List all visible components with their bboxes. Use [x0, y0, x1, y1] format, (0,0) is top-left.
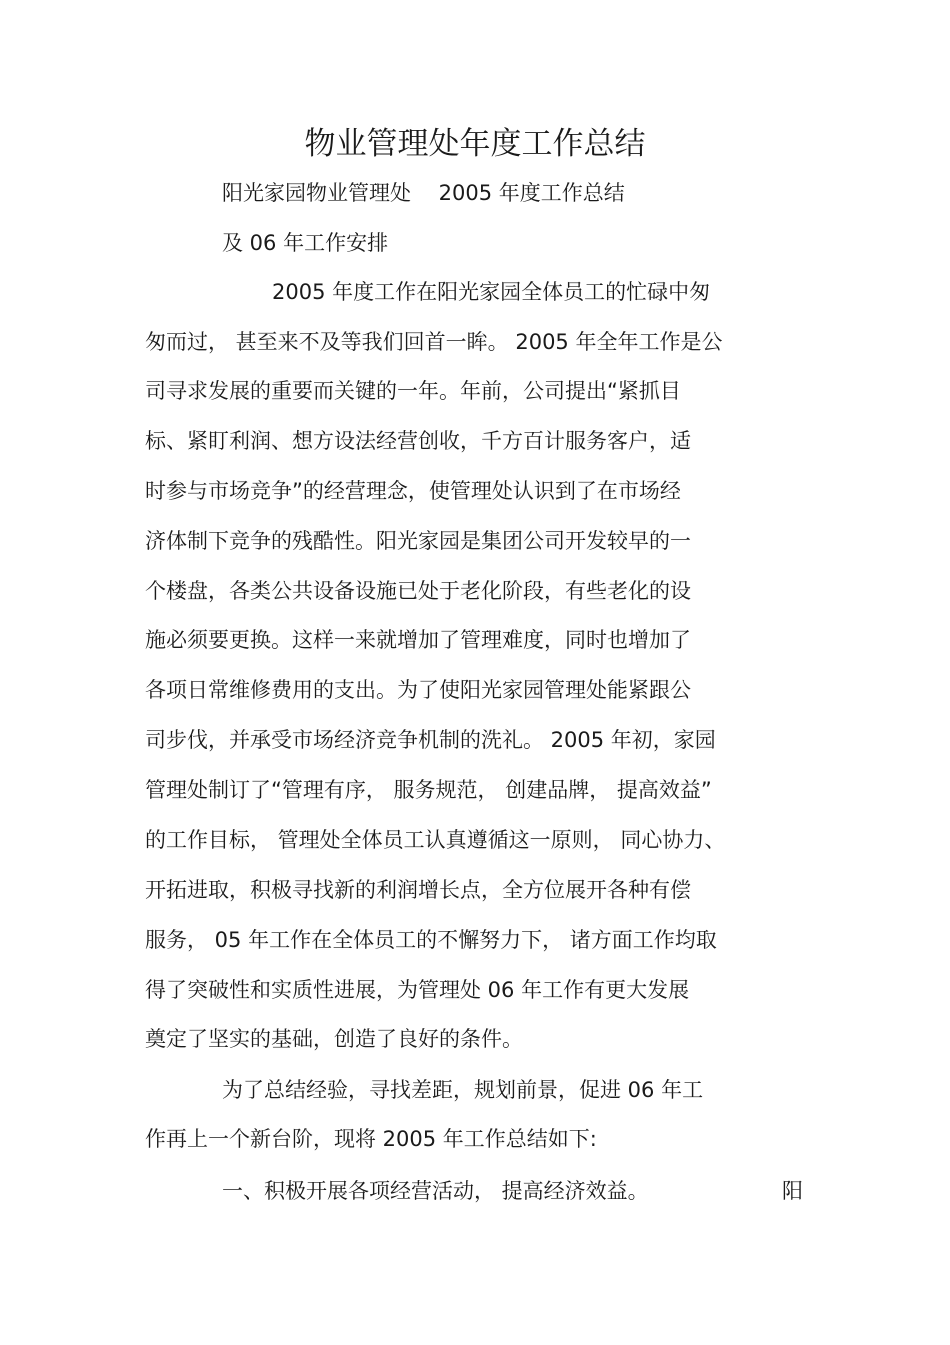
paragraph-line: 时参与市场竞争”的经营理念，使管理处认识到了在市场经	[145, 479, 681, 503]
paragraph-line: 开拓进取，积极寻找新的利润增长点，全方位展开各种有偿	[145, 878, 691, 902]
paragraph-line: 管理处制订了“管理有序， 服务规范， 创建品牌， 提高效益”	[145, 778, 712, 802]
paragraph-line: 个楼盘，各类公共设备设施已处于老化阶段，有些老化的设	[145, 579, 691, 603]
subtitle-line-1: 阳光家园物业管理处 2005 年度工作总结	[222, 181, 625, 205]
trailing-char: 阳	[782, 1179, 803, 1203]
document-title: 物业管理处年度工作总结	[304, 126, 646, 162]
paragraph-line: 得了突破性和实质性进展，为管理处 06 年工作有更大发展	[145, 978, 690, 1002]
paragraph-line: 司步伐，并承受市场经济竞争机制的洗礼。 2005 年初，家园	[145, 728, 716, 752]
paragraph-line: 匆而过， 甚至来不及等我们回首一眸。 2005 年全年工作是公	[145, 330, 723, 354]
paragraph-line: 施必须要更换。这样一来就增加了管理难度，同时也增加了	[145, 628, 691, 652]
paragraph-line: 各项日常维修费用的支出。为了使阳光家园管理处能紧跟公	[145, 678, 691, 702]
paragraph-line: 标、紧盯利润、想方设法经营创收，千方百计服务客户，适	[145, 429, 691, 453]
paragraph-line: 作再上一个新台阶，现将 2005 年工作总结如下:	[145, 1127, 597, 1151]
paragraph-line: 为了总结经验，寻找差距，规划前景，促进 06 年工	[222, 1078, 704, 1102]
subtitle-line-2: 及 06 年工作安排	[222, 231, 389, 255]
paragraph-line: 司寻求发展的重要而关键的一年。年前，公司提出“紧抓目	[145, 379, 681, 403]
paragraph-line: 济体制下竞争的残酷性。阳光家园是集团公司开发较早的一	[145, 529, 691, 553]
paragraph-line: 奠定了坚实的基础，创造了良好的条件。	[145, 1027, 523, 1051]
paragraph-line: 的工作目标， 管理处全体员工认真遵循这一原则， 同心协力、	[145, 828, 726, 852]
section-heading: 一、积极开展各项经营活动， 提高经济效益。	[222, 1179, 649, 1203]
paragraph-line: 2005 年度工作在阳光家园全体员工的忙碌中匆	[272, 280, 711, 304]
paragraph-line: 服务， 05 年工作在全体员工的不懈努力下， 诸方面工作均取	[145, 928, 717, 952]
